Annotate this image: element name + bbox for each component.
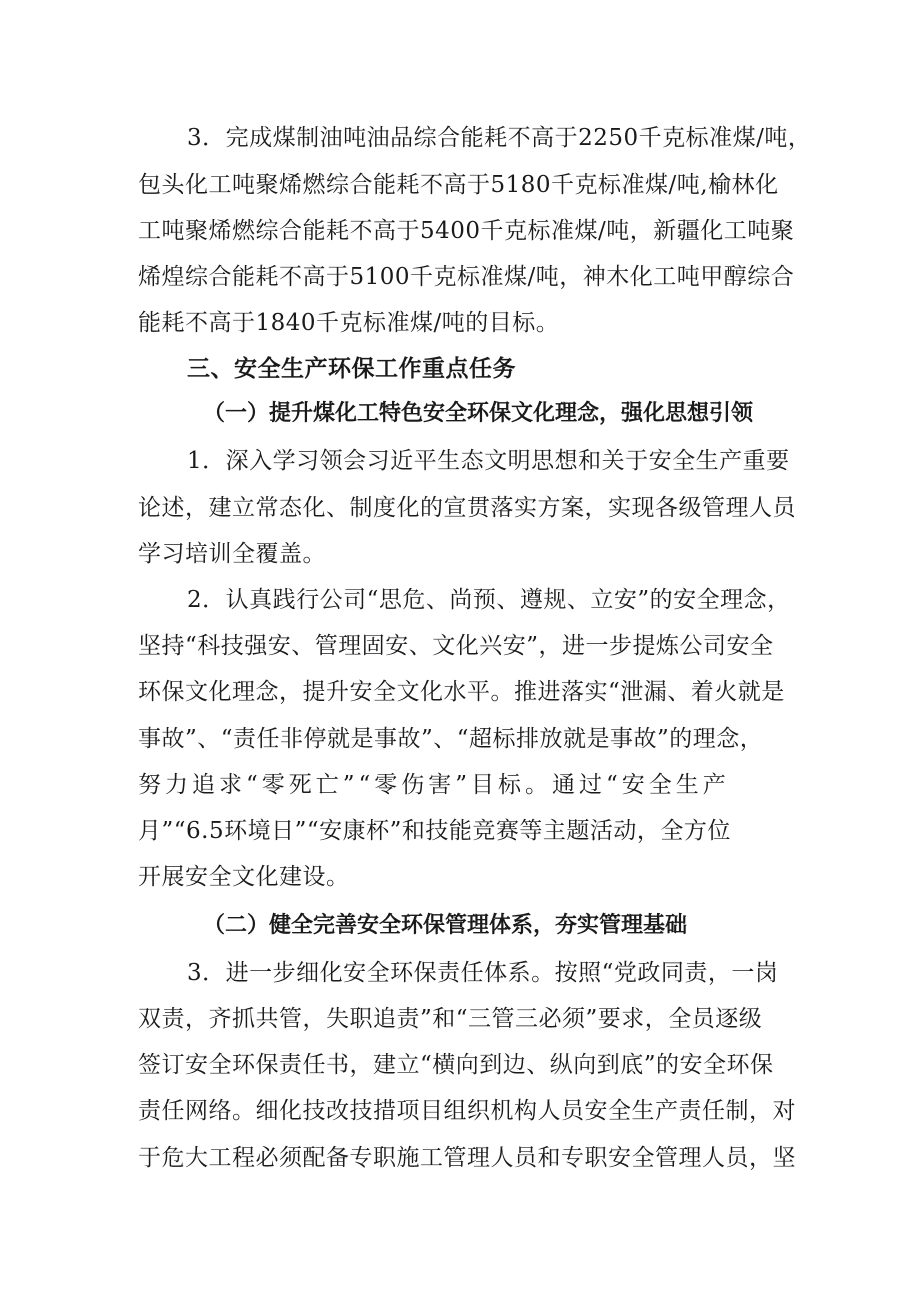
p3-line-4: 烯煌综合能耗不高于5100千克标准煤/吨，神木化工吨甲醇综合: [138, 264, 795, 290]
item2-line-2: 坚持“科技强安、管理固安、文化兴安”，进一步提炼公司安全: [138, 633, 774, 659]
item3-line-3: 签订安全环保责任书，建立“横向到边、纵向到底”的安全环保: [138, 1052, 774, 1078]
p3-line-5: 能耗不高于1840千克标准煤/吨的目标。: [138, 310, 560, 336]
item2-line-5: 努力追求“零死亡”“零伤害”目标。通过“安全生产: [138, 772, 730, 798]
item1-line-2: 论述，建立常态化、制度化的宣贯落实方案，实现各级管理人员: [138, 495, 796, 521]
p3-line-1: 3．完成煤制油吨油品综合能耗不高于2250千克标准煤/吨，: [187, 125, 812, 151]
item3-line-2: 双责，齐抓共管，失职追责”和“三管三必须”要求，全员逐级: [138, 1006, 763, 1032]
subsection-2-title: （二）健全完善安全环保管理体系，夯实管理基础: [203, 913, 688, 938]
p3-line-2: 包头化工吨聚烯燃综合能耗不高于5180千克标准煤/吨,榆林化: [138, 172, 779, 198]
item2-line-6: 月”“6.5环境日”“安康杯”和技能竞赛等主题活动，全方位: [138, 818, 731, 844]
item2-line-1: 2．认真践行公司“思危、尚预、遵规、立安”的安全理念，: [187, 587, 791, 613]
item1-line-1: 1．深入学习领会习近平生态文明思想和关于安全生产重要: [187, 448, 790, 474]
item2-line-7: 开展安全文化建设。: [138, 864, 350, 890]
subsection-1-title: （一）提升煤化工特色安全环保文化理念，强化思想引领: [203, 401, 754, 426]
section-3-title: 三、安全生产环保工作重点任务: [187, 356, 516, 382]
item2-line-4: 事故”、“责任非停就是事故”、“超标排放就是事故”的理念，: [138, 726, 764, 752]
item3-line-1: 3．进一步细化安全环保责任体系。按照“党政同责，一岗: [187, 960, 779, 986]
p3-line-3: 工吨聚烯燃综合能耗不高于5400千克标准煤/吨，新疆化工吨聚: [138, 218, 795, 244]
item3-line-4: 责任网络。细化技改技措项目组织机构人员安全生产责任制，对: [138, 1098, 796, 1124]
item3-line-5: 于危大工程必须配备专职施工管理人员和专职安全管理人员，坚: [138, 1145, 796, 1171]
item2-line-3: 环保文化理念，提升安全文化水平。推进落实“泄漏、着火就是: [138, 679, 785, 705]
item1-line-3: 学习培训全覆盖。: [138, 541, 326, 567]
